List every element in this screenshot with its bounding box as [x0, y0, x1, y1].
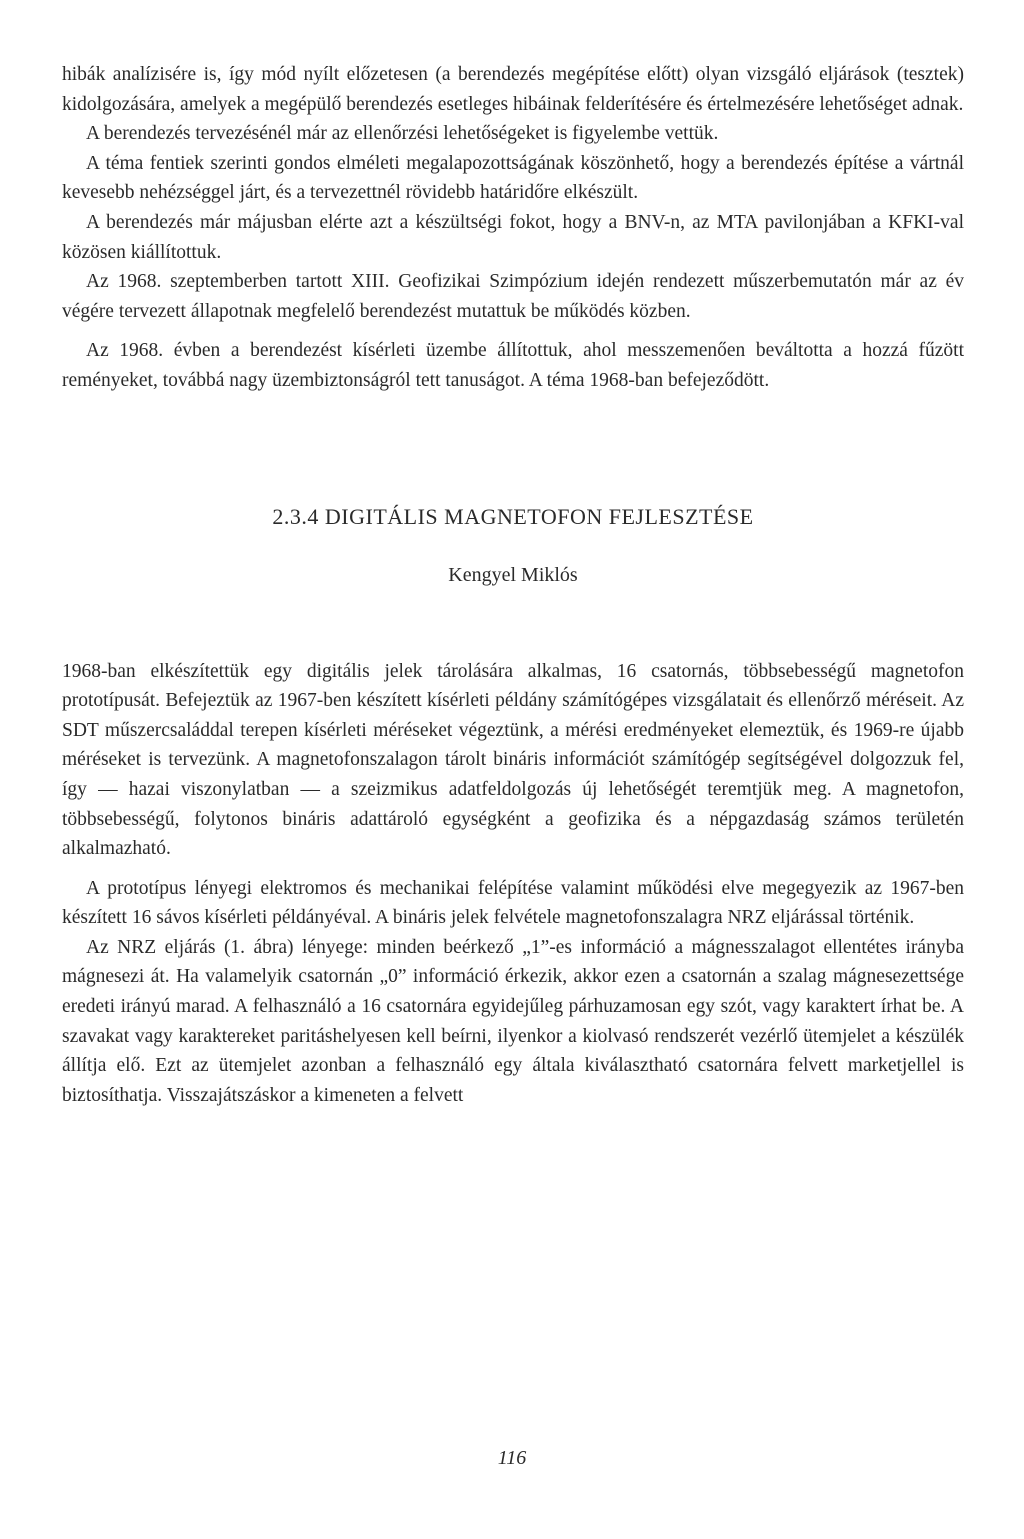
- paragraph-continuation: hibák analízisére is, így mód nyílt előzetesen (a berendezés megépítése előtt) olyan vizsgáló eljárások (tesztek) kidolgozására, amelyek a megépülő berendezés esetleges hibáinak felderítésére és értelmezésére lehetőséget adnak.: [62, 64, 964, 115]
- page-number: 116: [497, 1447, 527, 1469]
- section-heading: 2.3.4 DIGITÁLIS MAGNETOFON FEJLESZTÉSE: [272, 503, 754, 529]
- section-body: [62, 657, 964, 1111]
- paragraph: Az 1968. évben a berendezést kísérleti üzembe állítottuk, ahol messzemenően beváltotta a hozzá fűzött reményeket, továbbá nagy üzembiztonságról tett tanuságot. A téma 1968-ban befejeződött.: [62, 340, 964, 391]
- paragraph: A téma fentiek szerinti gondos elméleti megalapozottságának köszönhető, hogy a berendezés építése a vártnál kevesebb nehézséggel járt, és a tervezettnél rövidebb határidőre elkészült.: [62, 152, 964, 204]
- author-name: Kengyel Miklós: [448, 563, 578, 586]
- paragraph: 1968-ban elkészítettük egy digitális jelek tárolására alkalmas, 16 csatornás, többsebességű magnetofon prototípusát. Befejeztük az 1967-ben készített kísérleti példány számítógépes vizsgálatait és ellenőrző méréseit. Az SDT műszercsaláddal terepen kísérleti méréseket végeztünk, a mérési eredményeket elemeztük, és 1969-re újabb méréseket is tervezünk. A magnetofonszalagon tárolt bináris információt számítógép segítségével dolgozzuk fel, így — hazai viszonylatban — a szeizmikus adatfeldolgozás új lehetőségét teremtjük meg. A magnetofon, többsebességű, folytonos bináris adattároló egységként a geofizika és a népgazdaság számos területén alkalmazható.: [62, 660, 964, 860]
- paragraph: A berendezés tervezésénél már az ellenőrzési lehetőségeket is figyelembe vettük.: [86, 123, 719, 145]
- paragraph: Az NRZ eljárás (1. ábra) lényege: minden beérkező „1”-es információ a mágnesszalagot ellentétes irányba mágnesezi át. Ha valamelyik csatornán „0” információ érkezik, akkor ezen a csatornán a szalag mágnesezettsége eredeti irányú marad. A felhasználó a 16 csatornára egyidejűleg párhuzamosan egy szót, vagy karaktert írhat be. A szavakat vagy karaktereket paritáshelyesen kell beírni, ilyenkor a kiolvasó rendszerét vezérlő ütemjelet a készülék állítja elő. Ezt az ütemjelet azonban a felhasználó egy általa kiválasztható csatornára felvett marketjellel is biztosíthatja. Visszajátszáskor a kimeneten a felvett: [62, 936, 964, 1106]
- page-content: [62, 60, 964, 1110]
- paragraph: Az 1968. szeptemberben tartott XIII. Geofizikai Szimpózium idején rendezett műszerbemutatón már az év végére tervezett állapotnak megfelelő berendezést mutattuk be működés közben.: [62, 271, 964, 322]
- paragraph: A berendezés már májusban elérte azt a készültségi fokot, hogy a BNV-n, az MTA pavilonjában a KFKI-val közösen kiállítottuk.: [62, 211, 964, 263]
- paragraph: A prototípus lényegi elektromos és mechanikai felépítése valamint működési elve megegyezik az 1967-ben készített 16 sávos kísérleti példányéval. A bináris jelek felvétele magnetofonszalagra NRZ eljárással történik.: [62, 877, 964, 929]
